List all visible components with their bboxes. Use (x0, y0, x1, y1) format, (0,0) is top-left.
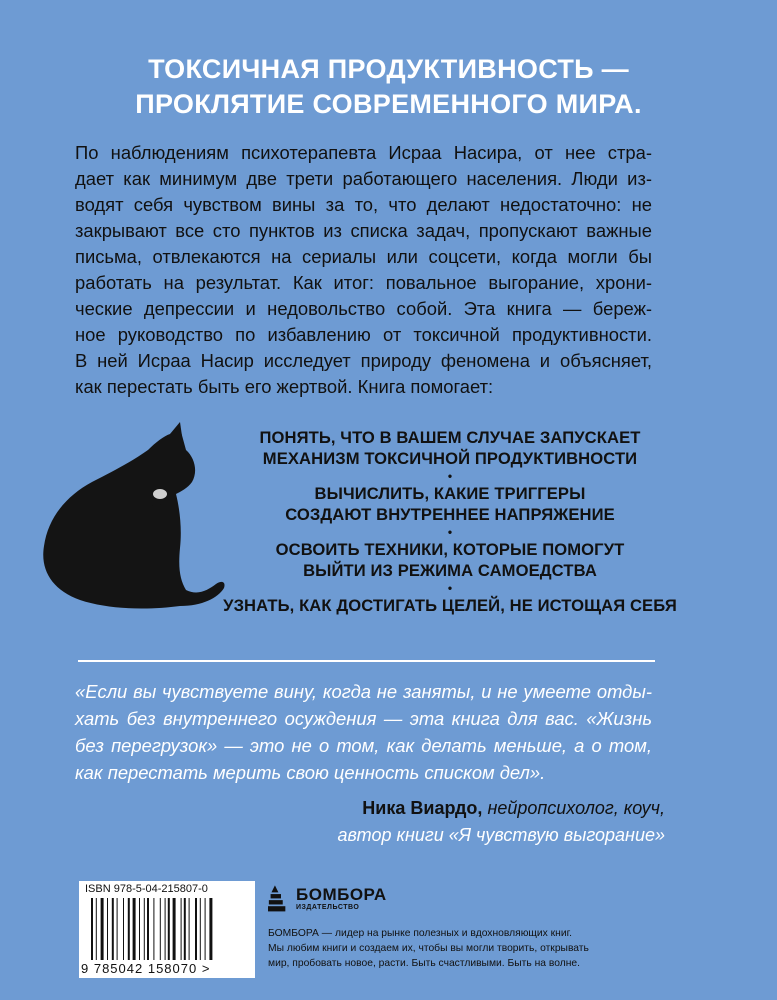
benefits-list (210, 427, 690, 616)
description-line: письма, отвлекаются на сериалы или соцсети, когда могли бы (75, 246, 652, 267)
benefit-item: ВЫЧИСЛИТЬ, КАКИЕ ТРИГГЕРЫ (314, 484, 586, 503)
benefit-item: ВЫЙТИ ИЗ РЕЖИМА САМОЕДСТВА (303, 561, 597, 580)
publisher-blurb (268, 926, 589, 971)
headline-line-2: ПРОКЛЯТИЕ СОВРЕМЕННОГО МИРА. (135, 89, 642, 119)
description-line: водят себя чувством вины за то, что делают недостаточно: не (75, 194, 652, 215)
benefit-item: СОЗДАЮТ ВНУТРЕННЕЕ НАПРЯЖЕНИЕ (285, 505, 615, 524)
description-line: как перестать быть его жертвой. Книга помогает: (75, 376, 494, 397)
quote-line: «Если вы чувствуете вину, когда не заняты, и не умеете отды- (75, 681, 652, 702)
publisher-line: Мы любим книги и создаем их, чтобы вы могли творить, открывать (268, 943, 589, 954)
description-line: ное руководство по избавлению от токсичной продуктивности. (75, 324, 652, 345)
benefit-item: ПОНЯТЬ, ЧТО В ВАШЕМ СЛУЧАЕ ЗАПУСКАЕТ (259, 428, 641, 447)
description-line: закрывают все сто пунктов из списка задач, пропускают важные (75, 220, 652, 241)
quote (75, 678, 652, 786)
headline-line-1: ТОКСИЧНАЯ ПРОДУКТИВНОСТЬ — (148, 54, 629, 84)
publisher-line: БОМБОРА — лидер на рынке полезных и вдохновляющих книг. (268, 928, 572, 939)
barcode-digits: 9 785042 158070 > (81, 961, 211, 976)
benefit-item: МЕХАНИЗМ ТОКСИЧНОЙ ПРОДУКТИВНОСТИ (262, 449, 638, 468)
bullet: • (447, 525, 453, 539)
description-line: работать на результат. Как итог: повальное выгорание, хрони- (75, 272, 652, 293)
headline (0, 52, 777, 122)
quote-author (337, 795, 665, 849)
publisher-sub: ИЗДАТЕЛЬСТВО (296, 904, 360, 911)
author-role: нейропсихолог, коуч, (482, 798, 665, 818)
description-line: В ней Исраа Насир исследует природу феномена и объясняет, (75, 350, 652, 371)
description-line: По наблюдениям психотерапевта Исраа Насира, от нее стра- (75, 142, 652, 163)
benefit-item: ОСВОИТЬ ТЕХНИКИ, КОТОРЫЕ ПОМОГУТ (275, 540, 625, 559)
quote-line: без перегрузок» — это не о том, как делать меньше, а о том, (75, 735, 652, 756)
bullet: • (447, 581, 453, 595)
quote-line: как перестать мерить свою ценность списком дел». (75, 762, 546, 783)
benefit-item: УЗНАТЬ, КАК ДОСТИГАТЬ ЦЕЛЕЙ, НЕ ИСТОЩАЯ СЕБЯ (223, 596, 677, 615)
bullet: • (447, 469, 453, 483)
bombora-logo-icon (268, 883, 294, 919)
cat-paw (153, 489, 167, 499)
divider (78, 660, 655, 662)
publisher-line: мир, пробовать новое, расти. Быть счастливыми. Быть на волне. (268, 958, 581, 969)
author-book: автор книги «Я чувствую выгорание» (337, 825, 665, 845)
quote-line: хать без внутреннего осуждения — эта книга для вас. «Жизнь (75, 708, 652, 729)
barcode-box (79, 881, 255, 978)
author-name: Ника Виардо, (362, 798, 483, 818)
black-cat-illustration (30, 420, 240, 620)
description-line: ческие депрессии и недовольство собой. Эта книга — береж- (75, 298, 652, 319)
barcode (91, 898, 249, 960)
description (75, 140, 652, 400)
description-line: дает как минимум две трети работающего населения. Люди из- (75, 168, 652, 189)
publisher-name: БОМБОРА (296, 885, 387, 904)
isbn: ISBN 978-5-04-215807-0 (85, 883, 208, 895)
